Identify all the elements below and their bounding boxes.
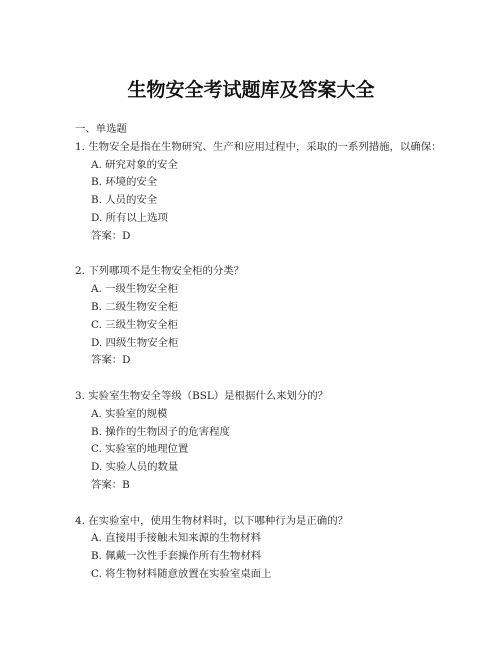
answer-option: C. 将生物材料随意放置在实验室桌面上 (91, 567, 272, 580)
answer-option: B. 操作的生物因子的危害程度 (91, 425, 230, 438)
question-stem: 2. 下列哪项不是生物安全柜的分类？ (75, 265, 245, 278)
answer-option: B. 二级生物安全柜 (91, 300, 178, 313)
question-stem: 3. 实验室生物安全等级（BSL）是根据什么来划分的？ (75, 389, 329, 402)
question-stem: 4. 在实验室中，使用生物材料时，以下哪种行为是正确的？ (75, 514, 348, 527)
answer-option: C. 实验室的地理位置 (91, 443, 189, 456)
answer-option: A. 一级生物安全柜 (91, 283, 178, 296)
question-spacer (75, 246, 447, 264)
answer-key: 答案：B (91, 478, 130, 491)
answer-option: B. 佩戴一次性手套操作所有生物材料 (91, 550, 262, 563)
question-spacer (75, 495, 447, 513)
answer-option: D. 四级生物安全柜 (91, 336, 179, 349)
document-title: 生物安全考试题库及答案大全 (127, 79, 375, 101)
answer-key: 答案：D (91, 229, 131, 242)
answer-key: 答案：D (91, 354, 131, 367)
answer-option: A. 研究对象的安全 (91, 158, 178, 171)
answer-option: D. 实验人员的数量 (91, 461, 179, 474)
answer-option: A. 直接用手接触未知来源的生物材料 (91, 532, 261, 545)
section-heading: 一、单选题 (75, 123, 127, 135)
answer-option: B. 环境的安全 (91, 176, 158, 189)
answer-option: C. 三级生物安全柜 (91, 318, 178, 331)
answer-option: D. 所有以上选项 (91, 211, 168, 224)
question-spacer (75, 370, 447, 388)
answer-option: B. 人员的安全 (91, 194, 158, 207)
question-stem: 1. 生物安全是指在生物研究、生产和应用过程中，采取的一系列措施，以确保： (75, 140, 442, 153)
answer-option: A. 实验室的规模 (91, 407, 168, 420)
document-body (75, 121, 447, 584)
